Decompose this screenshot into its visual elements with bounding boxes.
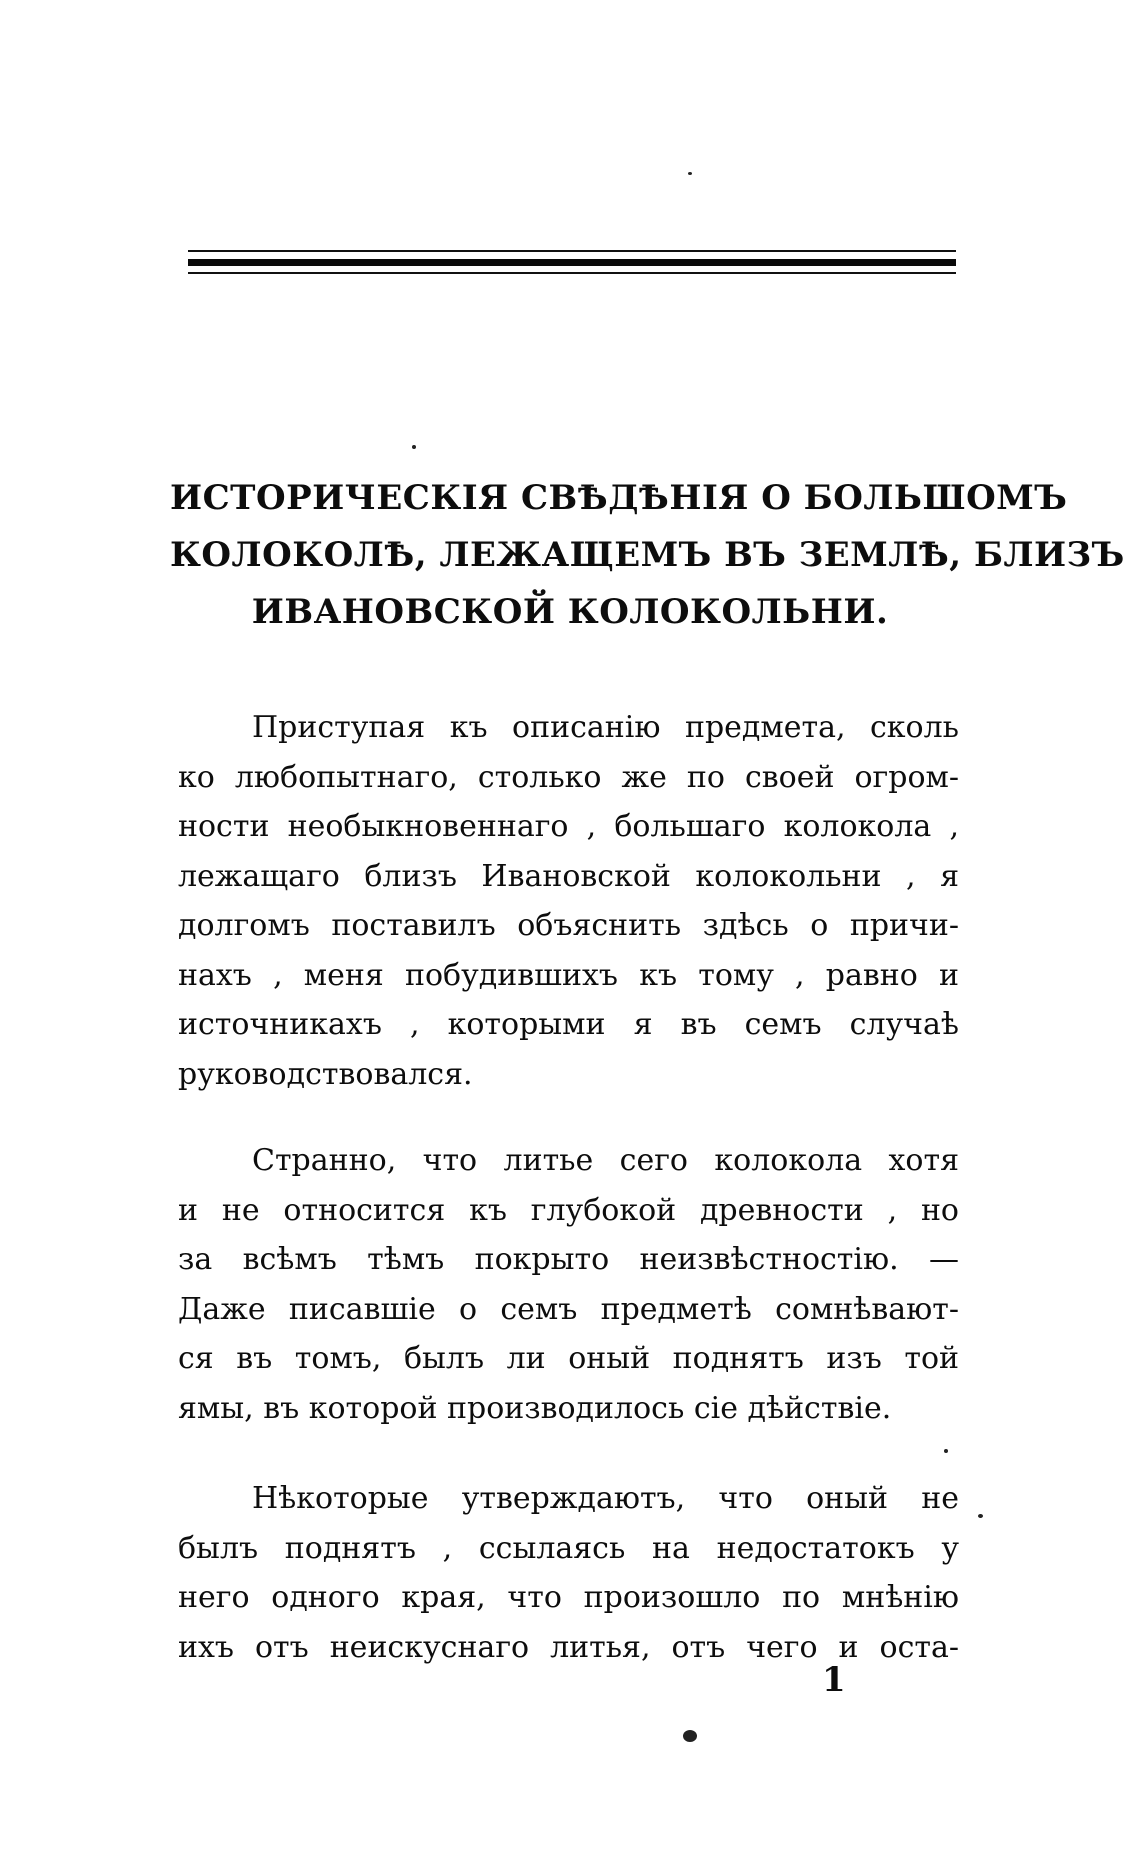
text-line: ко любопытнаго, столько же по своей огром- — [178, 759, 959, 795]
text-line: источникахъ , которыми я въ семъ случаѣ — [178, 1007, 959, 1042]
text-line: ности необыкновеннаго , большаго колокола , — [178, 809, 959, 844]
scan-speck — [688, 172, 692, 175]
text-line: и не относится къ глубокой древности , но — [178, 1192, 959, 1228]
chapter-title — [170, 470, 1125, 641]
header-rule-thin-line — [188, 272, 956, 274]
text-line: ся въ томъ, былъ ли оный поднятъ изъ той — [178, 1341, 959, 1376]
signature-mark: 1 — [822, 1660, 846, 1700]
text-line: Странно, что литье сего колокола хотя — [252, 1143, 959, 1178]
chapter-title-line: КОЛОКОЛѢ, ЛЕЖАЩЕМЪ ВЪ ЗЕМЛѢ, БЛИЗЪ — [170, 535, 1125, 575]
header-rule-thin-line — [188, 250, 956, 252]
header-rule — [188, 247, 956, 277]
text-line: лежащаго близъ Ивановской колокольни , я — [178, 858, 959, 894]
text-line: Даже писавшіе о семъ предметѣ сомнѣвают- — [178, 1291, 959, 1327]
text-line: ямы, въ которой производилось сіе дѣйствіе. — [178, 1390, 892, 1426]
text-line: былъ поднятъ , ссылаясь на недостатокъ у — [178, 1530, 959, 1566]
paragraph-3 — [178, 1474, 959, 1672]
text-line: него одного края, что произошло по мнѣнію — [178, 1580, 959, 1615]
text-line: нахъ , меня побудившихъ къ тому , равно и — [178, 957, 959, 993]
header-rule-thick-line — [188, 259, 956, 266]
paragraph-1 — [178, 703, 959, 1099]
scan-speck — [978, 1514, 983, 1518]
chapter-title-line: ИСТОРИЧЕСКІЯ СВѢДѢНІЯ О БОЛЬШОМЪ — [170, 478, 1068, 518]
scan-speck — [944, 1449, 948, 1453]
scan-speck — [683, 1730, 697, 1742]
text-line: ихъ отъ неискуснаго литья, отъ чего и оста- — [178, 1629, 959, 1665]
text-line: руководствовался. — [178, 1056, 473, 1092]
text-line: Нѣкоторые утверждаютъ, что оный не — [252, 1481, 959, 1516]
paragraph-2 — [178, 1136, 959, 1433]
text-line: Приступая къ описанію предмета, сколь — [252, 710, 959, 745]
scan-speck — [412, 445, 416, 449]
text-line: долгомъ поставилъ объяснить здѣсь о причи- — [178, 908, 959, 943]
text-line: за всѣмъ тѣмъ покрыто неизвѣстностію. — — [178, 1242, 959, 1277]
chapter-title-line: ИВАНОВСКОЙ КОЛОКОЛЬНИ. — [251, 592, 889, 632]
